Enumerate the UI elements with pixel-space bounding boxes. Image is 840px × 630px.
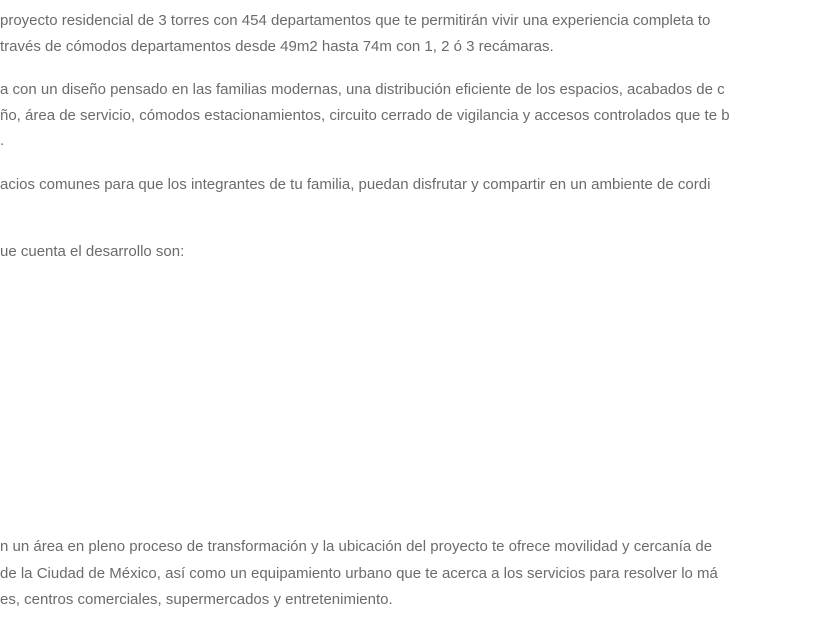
amenities-intro: ue cuenta el desarrollo son: (0, 243, 185, 260)
paragraph-line: ño, área de servicio, cómodos estacionamientos, circuito cerrado de vigilancia y accesos controlados que te b (0, 107, 730, 124)
paragraph-line: a con un diseño pensado en las familias modernas, una distribución eficiente de los espacios, acabados de c (0, 81, 725, 98)
paragraph-line: de la Ciudad de México, así como un equipamiento urbano que te acerca a los servicios para resolver lo má (0, 565, 718, 582)
paragraph-line: n un área en pleno proceso de transformación y la ubicación del proyecto te ofrece movilidad y cercanía de (0, 538, 713, 555)
paragraph-line: . (0, 132, 5, 149)
paragraph-line: acios comunes para que los integrantes de tu familia, puedan disfrutar y compartir en un ambiente de cordi (0, 176, 711, 193)
paragraph-line: es, centros comerciales, supermercados y entretenimiento. (0, 591, 393, 608)
paragraph-line: proyecto residencial de 3 torres con 454 departamentos que te permitirán vivir una experiencia completa to (0, 12, 711, 29)
paragraph-line: través de cómodos departamentos desde 49m2 hasta 74m con 1, 2 ó 3 recámaras. (0, 38, 554, 55)
